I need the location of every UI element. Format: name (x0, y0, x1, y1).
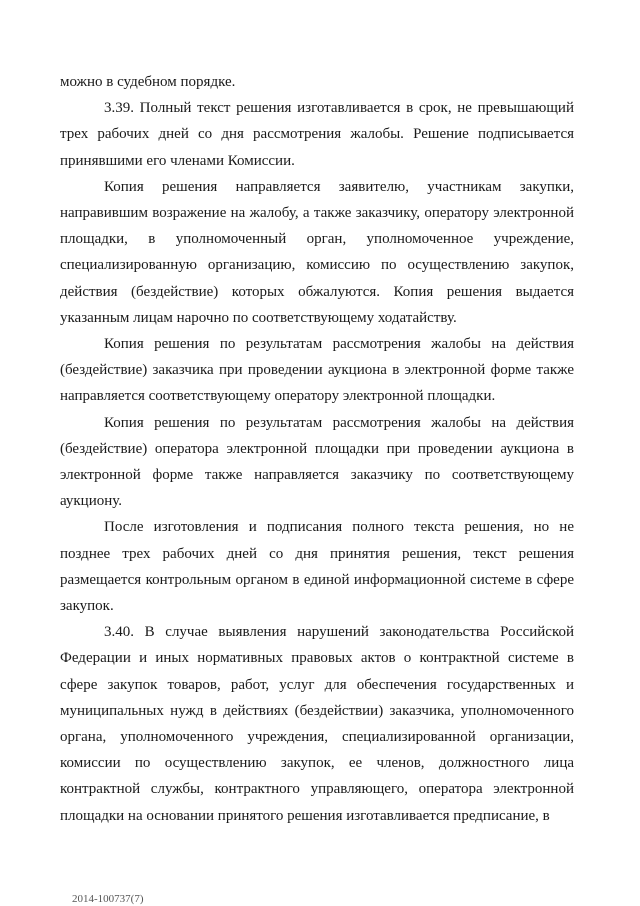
paragraph-copy-operator-auction: Копия решения по результатам рассмотрения жалобы на действия (бездействие) оператора электронной площадки при проведении аукциона в электронной форме также направляется заказчику по соответствующему аукциону. (60, 414, 574, 510)
paragraph-copy-recipients: Копия решения направляется заявителю, участникам закупки, направившим возражение на жалобу, а также заказчику, оператору электронной площадки, в уполномоченный орган, уполномоченное учреждение, специализированную организацию, комиссию по осуществлению закупок, действия (бездействие) которых обжалуются. Копия решения выдается указанным лицам нарочно по соответствующему ходатайству. (60, 178, 574, 326)
document-footer-code: 2014-100737(7) (72, 893, 144, 905)
document-body (60, 69, 574, 829)
paragraph-publication: После изготовления и подписания полного текста решения, но не позднее трех рабочих дней со дня принятия решения, текст решения размещается контрольным органом в единой информационной системе в сфере закупок. (60, 519, 574, 615)
paragraph-copy-customer-auction: Копия решения по результатам рассмотрения жалобы на действия (бездействие) заказчика при проведении аукциона в электронной форме также направляется соответствующему оператору электронной площадки. (60, 336, 574, 405)
paragraph-3-40: 3.40. В случае выявления нарушений законодательства Российской Федерации и иных нормативных правовых актов о контрактной системе в сфере закупок товаров, работ, услуг для обеспечения государственных и муниципальных нужд в действиях (бездействии) заказчика, уполномоченного органа, уполномоченного учреждения, специализированной организации, комиссии по осуществлению закупок, ее членов, должностного лица контрактной службы, контрактного управляющего, оператора электронной площадки на основании принятого решения изготавливается предписание, в (60, 624, 574, 824)
paragraph-continuation: можно в судебном порядке. (60, 74, 236, 90)
paragraph-3-39: 3.39. Полный текст решения изготавливается в срок, не превышающий трех рабочих дней со дня рассмотрения жалобы. Решение подписывается принявшими его членами Комиссии. (60, 100, 574, 169)
